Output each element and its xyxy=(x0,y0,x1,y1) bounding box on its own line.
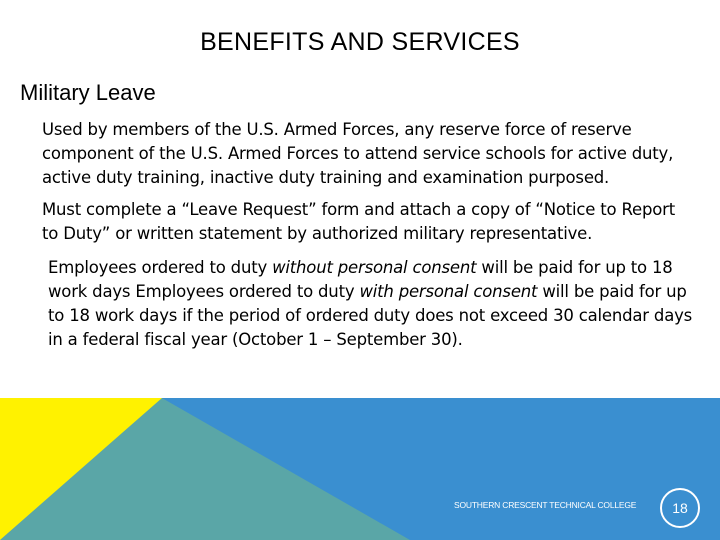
slide-title: BENEFITS AND SERVICES xyxy=(200,28,520,56)
page-number-badge xyxy=(660,488,700,528)
without-consent-emphasis: without personal consent xyxy=(272,258,477,277)
pay-text-3: will be paid for up to 18 work days if the period of ordered duty does not exceed 30 calendar days in a federal fiscal year (October 1 – September 30). xyxy=(48,282,693,349)
section-heading: Military Leave xyxy=(20,80,156,105)
with-consent-emphasis: with personal consent xyxy=(359,282,538,301)
pay-text-2: will be paid for up to 18 work days Employees ordered to duty xyxy=(48,258,673,301)
paragraph-pay xyxy=(48,256,698,352)
paragraph-requirements: Must complete a “Leave Request” form and attach a copy of “Notice to Report to Duty” or written statement by authorized military representative. xyxy=(42,200,675,243)
footer-college-name: SOUTHERN CRESCENT TECHNICAL COLLEGE xyxy=(454,500,637,510)
paragraph-eligibility: Used by members of the U.S. Armed Forces, any reserve force of reserve component of the U.S. Armed Forces to attend service schools for active duty, active duty training, inactive duty training and examination purposed. xyxy=(42,120,674,187)
pay-text-1: Employees ordered to duty xyxy=(48,258,273,277)
page-number: 18 xyxy=(672,500,688,516)
